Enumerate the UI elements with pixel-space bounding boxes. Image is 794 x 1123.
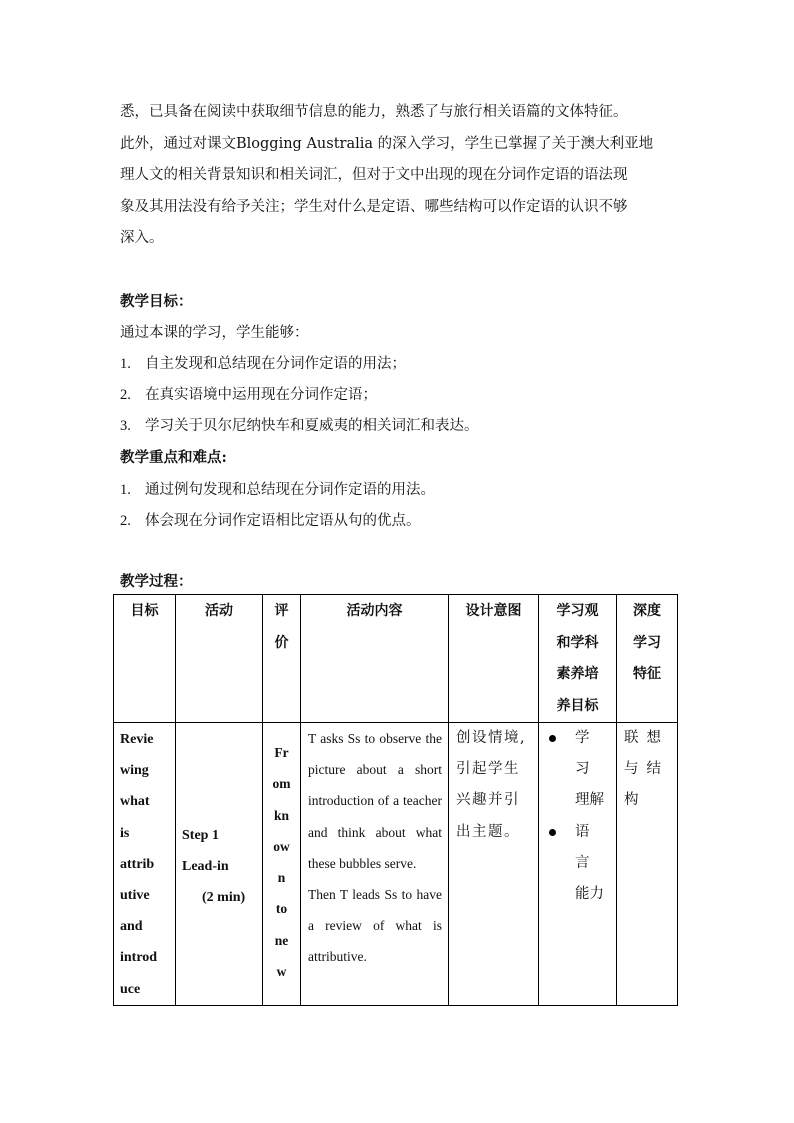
header-line: 素养培	[556, 666, 599, 682]
cell-line: attrib	[120, 856, 155, 872]
cell-line: 学习	[575, 730, 596, 778]
process-table	[113, 594, 678, 1006]
cell-line: is	[120, 825, 130, 841]
key-points-heading: 教学重点和难点:	[120, 449, 227, 466]
cell-line: om	[272, 776, 291, 792]
list-text: 通过例句发现和总结现在分词作定语的用法。	[145, 482, 435, 498]
list-number: 2.	[120, 387, 131, 403]
objective-item	[120, 352, 406, 373]
table-header-row	[114, 595, 678, 723]
cell-line: ne	[274, 932, 289, 948]
process-heading: 教学过程：	[120, 573, 193, 590]
bullet-icon	[549, 735, 556, 742]
header-line: 养目标	[556, 697, 599, 714]
cell-line: 兴趣并引	[456, 792, 520, 809]
header-line: 价	[274, 634, 289, 651]
table-row	[114, 723, 678, 1006]
intro-line: 象及其用法没有给予关注；学生对什么是定语、哪些结构可以作定语的认识不够	[120, 198, 628, 215]
objectives-lead: 通过本课的学习，学生能够：	[120, 325, 309, 341]
list-item	[545, 817, 610, 911]
header-evaluation	[263, 595, 301, 723]
cell-line: w	[276, 964, 287, 980]
cell-line: Revie	[120, 732, 154, 747]
cell-literacy	[539, 723, 617, 1006]
cell-line: 构	[624, 792, 647, 809]
intro-line: 深入。	[120, 230, 164, 246]
cell-line: wing	[120, 763, 149, 779]
intro-paragraph	[120, 97, 680, 255]
header-line: 评	[274, 603, 289, 619]
content-paragraph: Then T leads Ss to have a review of what is attributive.	[308, 887, 442, 965]
cell-line: what	[120, 794, 150, 810]
intro-line: 此外，通过对课文Blogging Australia 的深入学习，学生已掌握了关于澳大利亚地	[120, 135, 654, 152]
list-text: 学习关于贝尔尼纳快车和夏威夷的相关词汇和表达。	[145, 418, 479, 434]
intro-line: 理人文的相关背景知识和相关词汇，但对于文中出现的现在分词作定语的语法现	[120, 167, 628, 183]
cell-goal	[114, 723, 176, 1006]
cell-evaluation	[263, 723, 301, 1006]
cell-line: uce	[120, 981, 141, 997]
header-activity: 活动	[176, 595, 263, 723]
header-content: 活动内容	[301, 595, 449, 723]
cell-line: ow	[273, 838, 290, 854]
key-point-item	[120, 509, 421, 530]
cell-line: and	[120, 919, 143, 935]
header-goal: 目标	[114, 595, 176, 723]
activity-duration: (2 min)	[202, 890, 246, 906]
list-number: 1.	[120, 356, 131, 372]
activity-step: Step 1	[182, 828, 219, 843]
cell-line: 引起学生	[456, 761, 520, 778]
key-point-item	[120, 478, 435, 499]
cell-line: 联想	[624, 730, 669, 746]
activity-name: Lead-in	[182, 859, 229, 875]
content-paragraph: T asks Ss to observe the picture about a short introduction of a teacher and think about what these bubbles serve.	[308, 731, 442, 871]
list-text: 在真实语境中运用现在分词作定语；	[145, 387, 377, 403]
objective-item	[120, 383, 377, 404]
bullet-icon	[549, 829, 556, 836]
cell-line: n	[277, 870, 286, 886]
list-item	[545, 723, 610, 817]
cell-deep	[617, 723, 678, 1006]
cell-activity	[176, 723, 263, 1006]
cell-line: to	[275, 901, 288, 917]
objectives-heading: 教学目标：	[120, 293, 193, 310]
intro-line: 悉，已具备在阅读中获取细节信息的能力，熟悉了与旅行相关语篇的文体特征。	[120, 104, 628, 120]
cell-content	[301, 723, 449, 1006]
header-design: 设计意图	[449, 595, 539, 723]
cell-line: introd	[120, 950, 158, 966]
header-deep	[617, 595, 678, 723]
header-line: 学习观	[556, 603, 599, 619]
cell-line: 与结	[624, 761, 669, 778]
header-literacy	[539, 595, 617, 723]
list-number: 3.	[120, 418, 131, 434]
header-line: 深度	[633, 603, 661, 619]
list-number: 1.	[120, 482, 131, 498]
header-line: 特征	[633, 666, 661, 682]
cell-line: kn	[273, 807, 290, 823]
literacy-list	[545, 723, 610, 910]
list-number: 2.	[120, 513, 131, 529]
list-text: 自主发现和总结现在分词作定语的用法；	[145, 356, 406, 372]
objective-item	[120, 414, 479, 435]
cell-line: 理解	[575, 792, 604, 809]
cell-line: 语言	[575, 823, 596, 871]
header-line: 学习	[633, 634, 661, 651]
cell-line: 创设情境,	[456, 730, 527, 746]
cell-line: 出主题。	[456, 823, 520, 840]
list-text: 体会现在分词作定语相比定语从句的优点。	[145, 513, 421, 529]
cell-line: utive	[120, 888, 150, 904]
cell-design	[449, 723, 539, 1006]
cell-line: 能力	[575, 886, 604, 903]
header-line: 和学科	[556, 634, 599, 651]
cell-line: Fr	[274, 745, 289, 760]
